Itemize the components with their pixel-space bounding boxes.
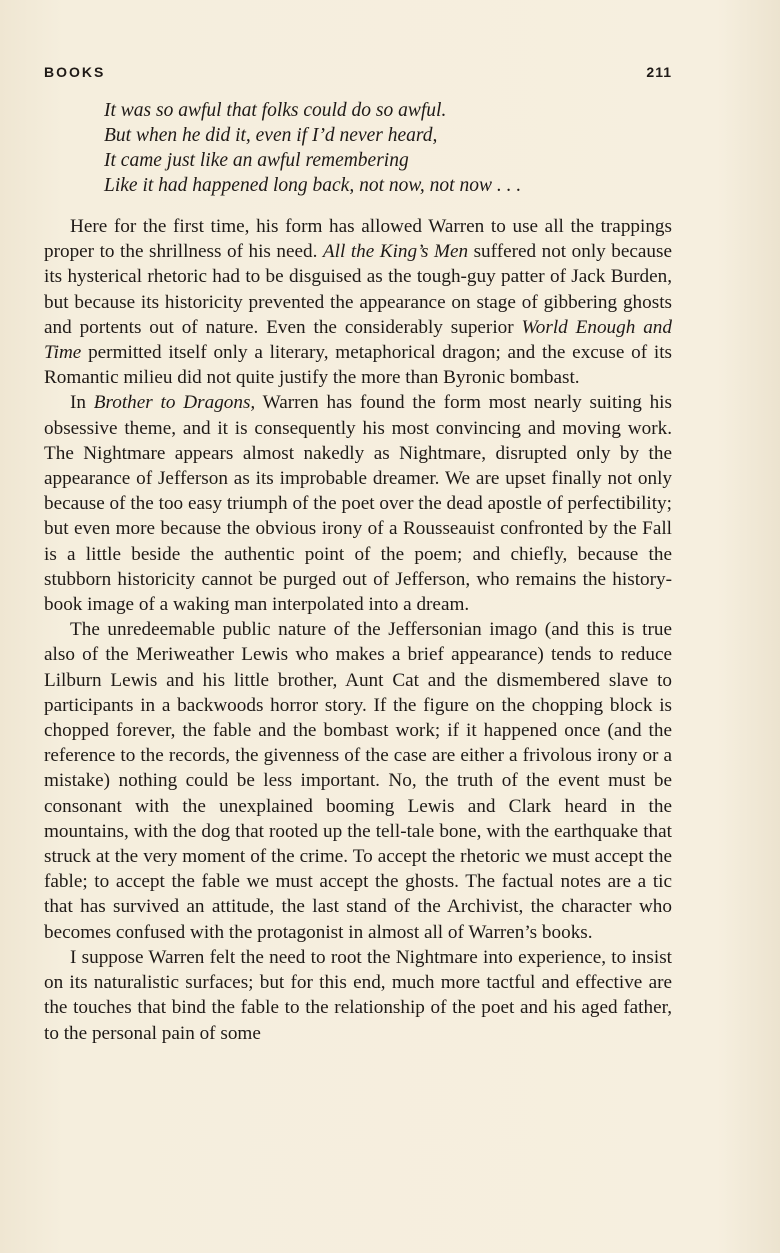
page-number: 211 [646, 64, 672, 80]
page-body [44, 98, 672, 1046]
text-run: permitted itself only a literary, metaphorical dragon; and the excuse of its Romantic milieu did not quite justify the more than Byronic bombast. [44, 342, 672, 389]
book-title-world-enough-and-time: World Enough and Time [44, 316, 672, 364]
book-title-brother-to-dragons: Brother to Dragons, [93, 392, 256, 414]
text-run: suffered not only because its hysterical rhetoric had to be disguised as the tough-guy patter of Jack Burden, but because its historicity prevented the appearance on stage of gibbering ghosts and portents out of nature. Even the considerably superior [44, 241, 672, 338]
paragraph-jeffersonian-imago [44, 617, 672, 945]
running-title: BOOKS [44, 64, 106, 80]
text-run: Here for the first time, his form has allowed Warren to use all the trappings proper to the shrillness of his need. [44, 216, 672, 263]
verse-line: It was so awful that folks could do so awful. [104, 100, 447, 121]
running-header [44, 62, 672, 82]
paragraph-nightmare-experience [44, 945, 672, 1046]
book-title-all-the-kings-men: All the King’s Men [322, 241, 469, 263]
verse-line: Like it had happened long back, not now, not now . . . [104, 175, 522, 196]
text-run: Warren has found the form most nearly suiting his obsessive theme, and it is consequently his most convincing and moving work. The Nightmare appears almost nakedly as Nightmare, disrupted only by the appearance of Jefferson as its improbable dreamer. We are upset finally not only because of the too easy triumph of the poet over the dead apostle of perfectibility; but even more because the obvious irony of a Rousseauist confronted by the Fall is a little beside the authentic point of the poem; and chiefly, because the stubborn historicity cannot be purged out of Jefferson, who remains the history-book image of a waking man interpolated into a dream. [44, 392, 672, 616]
verse-line: But when he did it, even if I’d never heard, [104, 125, 438, 146]
paragraph-first-time [44, 214, 672, 390]
paragraph-brother-to-dragons [44, 390, 672, 617]
text-run: In [70, 392, 94, 414]
text-run: I suppose Warren felt the need to root the Nightmare into experience, to insist on its naturalistic surfaces; but for this end, much more tactful and effective are the touches that bind the fable to the relationship of the poet and his aged father, to the personal pain of some [44, 946, 672, 1044]
verse-quotation [104, 98, 672, 198]
text-run: The unredeemable public nature of the Jeffersonian imago (and this is true also of the Meriweather Lewis who makes a brief appearance) tends to reduce Lilburn Lewis and his little brother, Aunt Cat and the dismembered slave to participants in a backwoods horror story. If the figure on the chopping block is chopped forever, the fable and the bombast work; if it happened once (and the reference to the records, the givenness of the case are either a frivolous irony or a mistake) nothing could be less important. No, the truth of the event must be consonant with the unexplained booming Lewis and Clark heard in the mountains, with the dog that rooted up the tell-tale bone, with the earthquake that struck at the very moment of the crime. To accept the rhetoric we must accept the fable; to accept the fable we must accept the ghosts. The factual notes are a tic that has survived an attitude, the last stand of the Archivist, the character who becomes confused with the protagonist in almost all of Warren’s books. [44, 619, 672, 943]
verse-line: It came just like an awful remembering [104, 150, 409, 171]
